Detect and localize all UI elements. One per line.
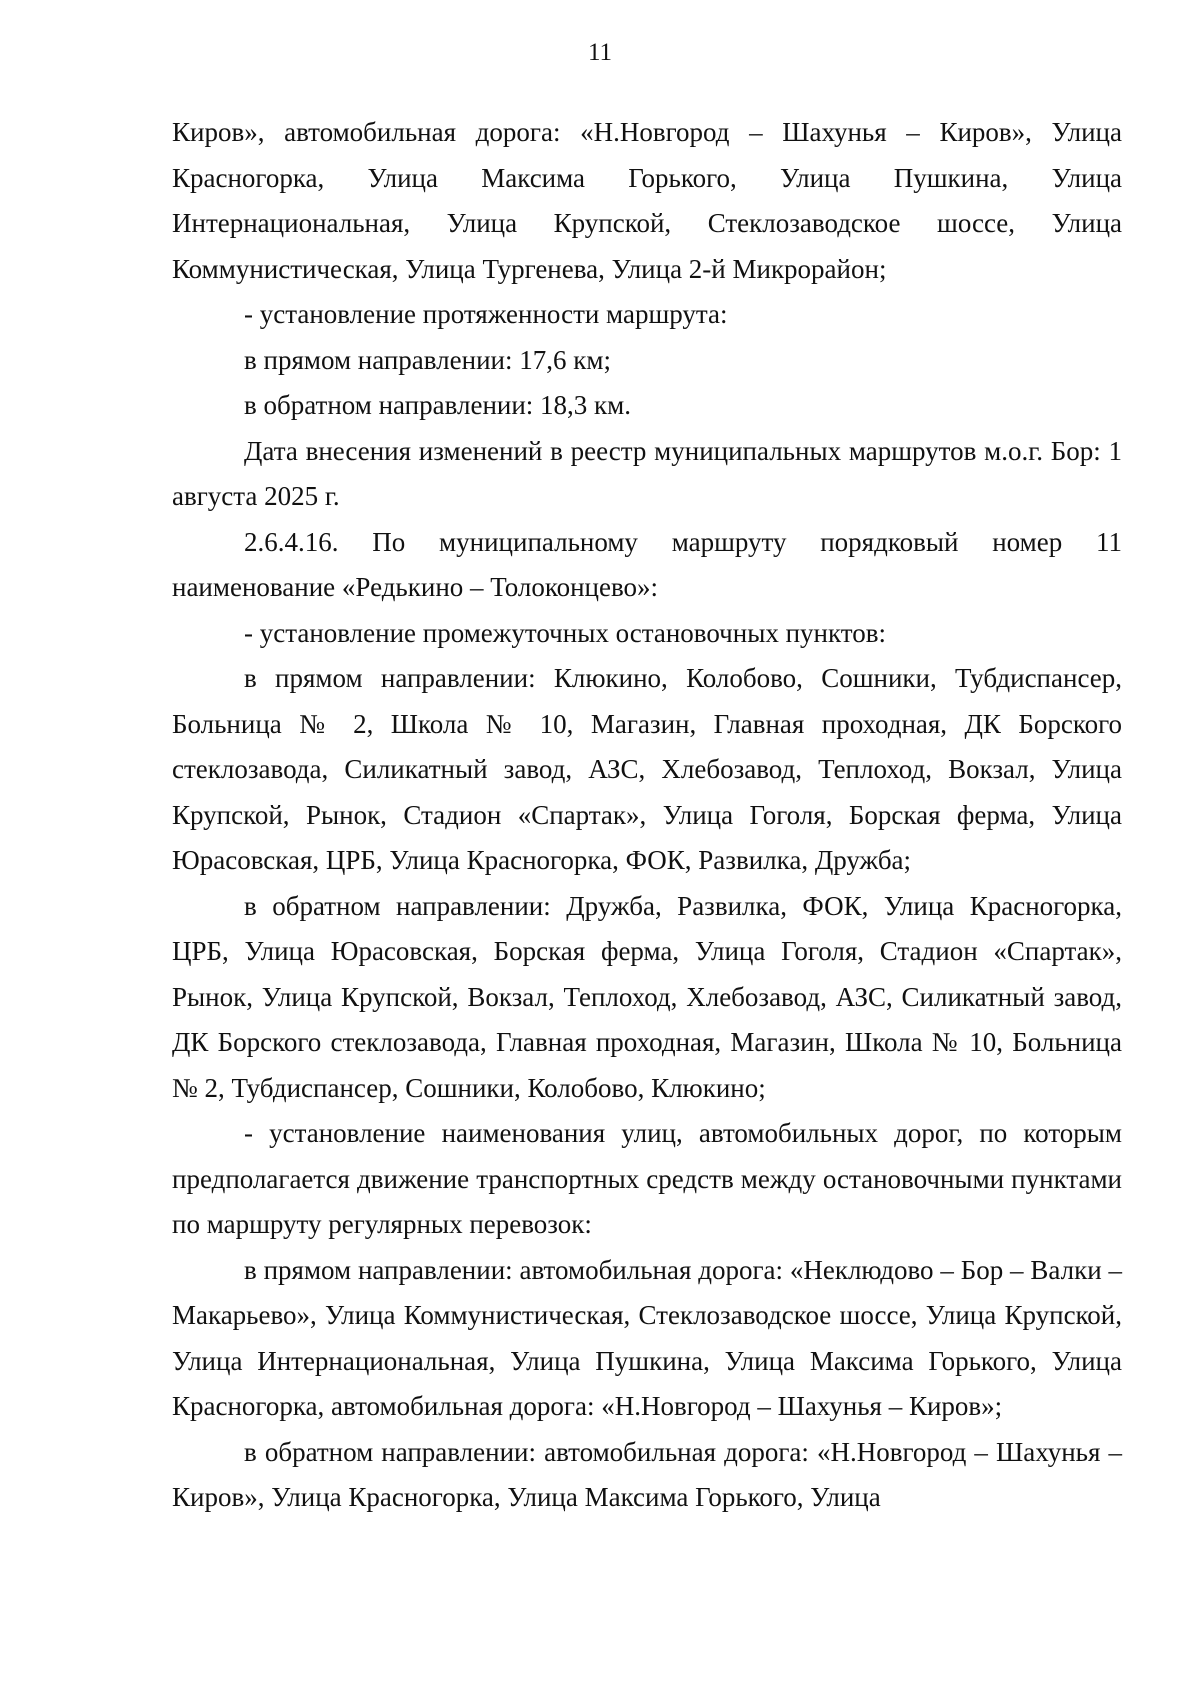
paragraph-streets-heading: - установление наименования улиц, автомобильных дорог, по которым предполагается движение транспортных средств между остановочными пунктами по маршруту регулярных перевозок: [172, 1118, 1122, 1239]
paragraph-registry-date: Дата внесения изменений в реестр муниципальных маршрутов м.о.г. Бор: 1 августа 2025 г. [172, 435, 1122, 511]
paragraph-forward-stops: в прямом направлении: Клюкино, Колобово, Сошники, Тубдиспансер, Больница № 2, Школа № 10, Магазин, Главная проходная, ДК Борского стеклозавода, Силикатный завод, АЗС, Хлебозавод, Теплоход, Вокзал, Улица Крупской, Рынок, Стадион «Спартак», Улица Гоголя, Борская ферма, Улица Юрасовская, ЦРБ, Улица Красногорка, ФОК, Развилка, Дружба; [172, 663, 1122, 875]
paragraph-route-11-heading: 2.6.4.16. По муниципальному маршруту порядковый номер 11 наименование «Редькино – Толоконцево»: [172, 526, 1122, 602]
paragraph-reverse-stops: в обратном направлении: Дружба, Развилка, ФОК, Улица Красногорка, ЦРБ, Улица Юрасовская, Борская ферма, Улица Гоголя, Стадион «Спартак», Рынок, Улица Крупской, Вокзал, Теплоход, Хлебозавод, АЗС, Силикатный завод, ДК Борского стеклозавода, Главная проходная, Магазин, Школа № 10, Больница № 2, Тубдиспансер, Сошники, Колобово, Клюкино; [172, 890, 1122, 1103]
paragraph-stops-heading: - установление промежуточных остановочных пунктов: [244, 617, 886, 648]
paragraph-reverse-streets: в обратном направлении: автомобильная дорога: «Н.Новгород – Шахунья – Киров», Улица Красногорка, Улица Максима Горького, Улица [172, 1436, 1122, 1512]
paragraph-route-length-heading: - установление протяженности маршрута: [244, 299, 728, 329]
paragraph-reverse-length: в обратном направлении: 18,3 км. [244, 390, 632, 420]
page-number: 11 [587, 39, 613, 66]
paragraph-route-continuation: Киров», автомобильная дорога: «Н.Новгород – Шахунья – Киров», Улица Красногорка, Улица Максима Горького, Улица Пушкина, Улица Интернациональная, Улица Крупской, Стеклозаводское шоссе, Улица Коммунистическая, Улица Тургенева, Улица 2-й Микрорайон; [172, 117, 1122, 284]
paragraph-forward-length: в прямом направлении: 17,6 км; [244, 344, 611, 375]
document-body [172, 110, 1122, 1521]
paragraph-forward-streets: в прямом направлении: автомобильная дорога: «Неклюдово – Бор – Валки – Макарьево», Улица Коммунистическая, Стеклозаводское шоссе, Улица Крупской, Улица Интернациональная, Улица Пушкина, Улица Максима Горького, Улица Красногорка, автомобильная дорога: «Н.Новгород – Шахунья – Киров»; [172, 1254, 1122, 1421]
